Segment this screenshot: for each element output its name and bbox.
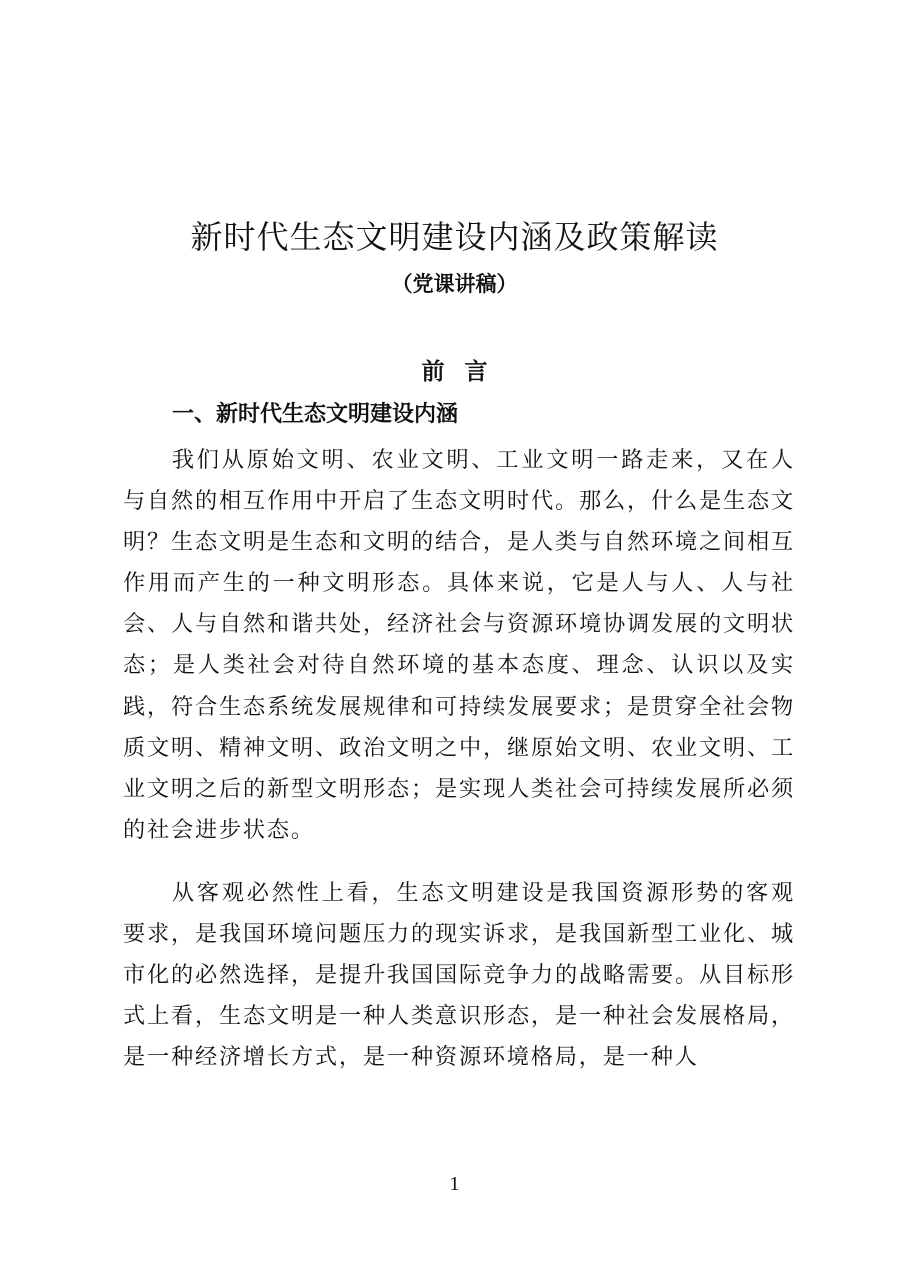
- section-heading: 一、新时代生态文明建设内涵: [172, 402, 459, 427]
- document-title: 新时代生态文明建设内涵及政策解读: [190, 218, 719, 256]
- preface-heading: 前言: [421, 359, 508, 385]
- body-paragraph: 从客观必然性上看，生态文明建设是我国资源形势的客观要求，是我国环境问题压力的现实诉求，是我国新型工业化、城市化的必然选择，是提升我国国际竞争力的战略需要。从目标形式上看，生态文明是一种人类意识形态，是一种社会发展格局，是一种经济增长方式，是一种资源环境格局，是一种人: [123, 880, 795, 1071]
- document-subtitle: （党课讲稿）: [391, 272, 518, 296]
- body-paragraph: 我们从原始文明、农业文明、工业文明一路走来，又在人与自然的相互作用中开启了生态文明时代。那么，什么是生态文明？生态文明是生态和文明的结合，是人类与自然环境之间相互作用而产生的一种文明形态。具体来说，它是人与人、人与社会、人与自然和谐共处，经济社会与资源环境协调发展的文明状态；是人类社会对待自然环境的基本态度、理念、认识以及实践，符合生态系统发展规律和可持续发展要求；是贯穿全社会物质文明、精神文明、政治文明之中，继原始文明、农业文明、工业文明之后的新型文明形态；是实现人类社会可持续发展所必须的社会进步状态。: [123, 447, 795, 843]
- page-number: 1: [449, 1173, 460, 1195]
